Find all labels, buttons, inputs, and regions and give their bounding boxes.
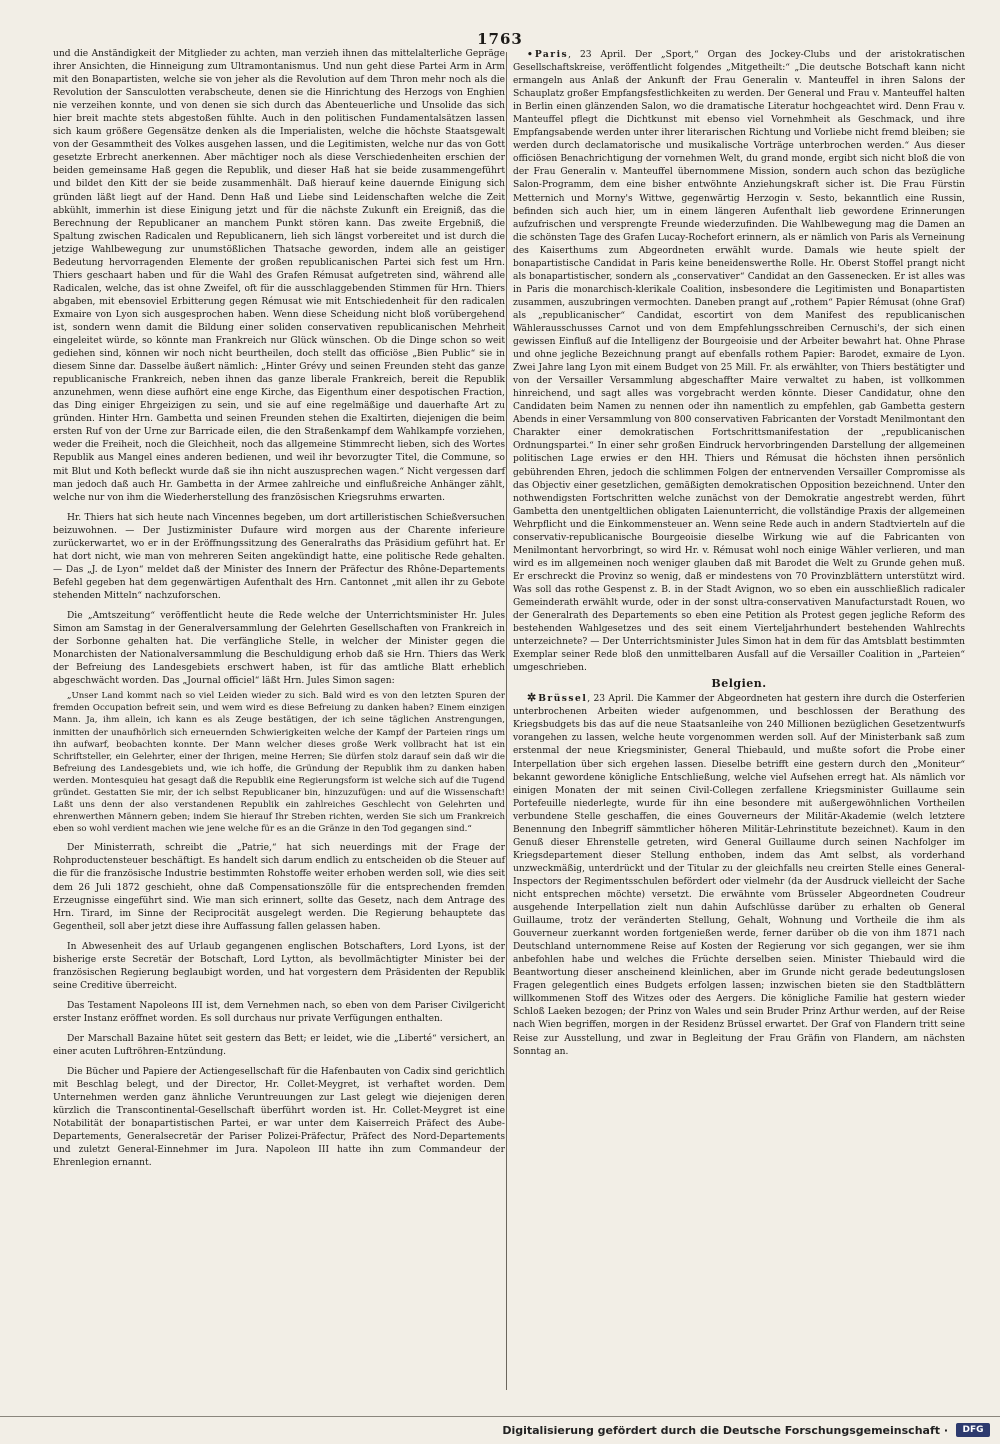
article-paragraph: und die Anständigkeit der Mitglieder zu achten, man verzieh ihnen das mittelalterliche Gepräge ihrer Ansichten, die Hinneigung zum Ultramontanismus. Und nun geht diese Partei Arm in Arm mit den Bonapartisten, welche sie von jeher als die Revolution auf dem Thron mehr noch als die Revolution der Sansculotten verabscheute, denen sie die Hinrichtung des Herzogs von Enghien nie verzeihen konnte, und von denen sie sich durch das Abenteuerliche und Unsolide das sich hier breit machte stets abgestoßen fühlte. Auch in den politischen Fundamentalsätzen lassen sich kaum größere Gegensätze denken als die Imperialisten, welche die höchste Staatsgewalt von der Gesammtheit des Volkes ausgehen lassen, und die Legitimisten, welche nur das von Gott gesetzte Erbrecht anerkennen. Aber mächtiger noch als diese Verschiedenheiten erschien der beiden gemeinsame Haß gegen die Republik, und dieser Haß hat sie beide zusammengeführt und bildet den Kitt der sie beide zusammenhält. Daß hierauf keine dauernde Einigung sich gründen läßt liegt auf der Hand. Denn Haß und Liebe sind Leidenschaften welche die Zeit abkühlt, immerhin ist diese Einigung jetzt und für die nächste Zukunft ein Ereigniß, das die Berechnung der Republicaner an manchem Punkt stören kann. Das zweite Ergebniß, die Spaltung zwischen Radicalen und Republicanern, lieh sich längst vorbereitet und ist durch die jetzige Wahlbewegung zur unumstößlichen Thatsache geworden, indem alle an geistiger Bedeutung hervorragenden Elemente der großen republicanischen Partei sich fest um Hrn. Thiers geschaart haben und für die Wahl des Grafen Rémusat aufgetreten sind, während alle Radicalen, welche, das ist ohne Zweifel, oft für die ausschlaggebenden Stimmen für Hrn. Thiers abgaben, mit ebensoviel Erbitterung gegen Rémusat wie mit Entschiedenheit für den radicalen Exmaire von Lyon sich ausgesprochen haben. Wenn diese Scheidung nicht bloß vorübergehend ist, sondern wenn damit die Bildung einer soliden conservativen republicanischen Mehrheit eingeleitet würde, so könnte man Frankreich nur Glück wünschen. Ob die Dinge schon so weit gediehen sind, können wir noch nicht beurtheilen, doch stellt das officiöse „Bien Public“ sie in diesem Sinne dar. Dasselbe äußert nämlich: „Hinter Grévy und seinen Freunden steht das ganze republicanische Frankreich, neben ihnen das ganze liberale Frankreich, bereit die Republik anzunehmen, wenn diese aufhört eine enge Kirche, das Eigenthum einer despotischen Fraction, das Ding einiger Ehrgeizigen zu sein, und sie auf eine regelmäßige und dauerhafte Art zu gründen. Hinter Hrn. Gambetta und seinen Freunden stehen die Exaltirten, diejenigen die beim ersten Ruf von der Urne zur Barricade eilen, die den Straßenkampf dem Wahlkampfe vorziehen, weder die Freiheit, noch die Gleichheit, noch das allgemeine Stimmrecht lieben, sich des Wortes Republik aus Mangel eines anderen bedienen, und weil ihr bevorzugter Titel, die Commune, so mit Blut und Koth befleckt wurde daß sie ihn nicht auszusprechen wagen.“ Nicht vergessen darf man jedoch daß auch Hr. Gambetta in der Armee zahlreiche und einflußreiche Anhänger zählt, welche nur von ihm die Wiederherstellung des französischen Kriegsruhms erwarten. [53, 49, 505, 503]
article-paragraph: Das Testament Napoleons III ist, dem Vernehmen nach, so eben von dem Pariser Civilgericht erster Instanz eröffnet worden. Es soll durchaus nur private Verfügungen enthalten. [53, 1000, 505, 1024]
footer-credit: Digitalisierung gefördert durch die Deutsche Forschungsgemeinschaft · [502, 1424, 948, 1437]
dispatch-text: , 23 April. Die Kammer der Abgeordneten hat gestern ihre durch die Osterferien unterbrochenen Arbeiten wieder aufgenommen, und beschlossen der Berathung des Kriegsbudgets bis das auf die neue Staatsanleihe von 240 Millionen bezüglichen Gesetzentwurfs vorangehen zu lassen, welche heute vorgenommen werden soll. Auf der Ministerbank saß zum erstenmal der neue Kriegsminister, General Thiebauld, und mußte sofort die Probe einer Interpellation über sich ergehen lassen. Dieselbe betrifft eine gestern durch den „Moniteur“ bekannt gewordene königliche Entschließung, welche viel Aufsehen erregt hat. Als nämlich vor einigen Monaten der mit seinen Civil-Collegen zerfallene Kriegsminister Guillaume sein Portefeuille niederlegte, wurde für ihn eine besondere mit außergewöhnlichen Vortheilen verbundene Stelle geschaffen, die eines Gouverneurs der Militär-Akademie (welch letztere Benennung den Inbegriff sämmtlicher höheren Militär-Lehrinstitute bezeichnet). Kaum in den Genuß dieser Ehrenstelle getreten, wird General Guillaume durch seinen Nachfolger im Kriegsdepartement dieser Stellung enthoben, indem das Amt selbst, als vorderhand unzweckmäßig, unterdrückt und der Titular zu der gleichfalls neu creirten Stelle eines General-Inspectors der Regimentsschulen befördert oder vielmehr (da der Ausdruck vielleicht der Sache nicht entsprechen möchte) versetzt. Die erwähnte vom Brüsseler Abgeordneten Coudreur ausgehende Interpellation zielt nun dahin Aufschlüsse darüber zu erhalten ob General Guillaume, trotz der veränderten Stellung, Gehalt, Wohnung und Vortheile die ihm als Gouverneur zuerkannt worden fortgenießen werde, ferner darüber ob die von ihm 1871 nach Deutschland unternommene Reise auf Kosten der Regierung vor sich gegangen, wer sie ihm anbefohlen habe und welches die Früchte derselben seien. Minister Thiebauld wird die Beantwortung dieser anscheinend kleinlichen, aber im Grunde nicht gerade bedeutungslosen Fragen gelegentlich eines Budgets erfolgen lassen; inzwischen bieten sie den Stadtblättern willkommenen Stoff des Witzes oder des Aergers. Die königliche Familie hat gestern wieder Schloß Laeken bezogen; der Prinz von Wales und sein Bruder Prinz Arthur werden, auf der Reise nach Wien begriffen, morgen in der Residenz Brüssel erwartet. Der Graf von Flandern tritt seine Reise zur Ausstellung, und zwar in Begleitung der Frau Gräfin von Flandern, am nächsten Sonntag an. [513, 694, 965, 1057]
article-paragraph: Die Bücher und Papiere der Actiengesellschaft für die Hafenbauten von Cadix sind gerichtlich mit Beschlag belegt, und der Director, Hr. Collet-Meygret, ist verhaftet worden. Dem Unternehmen werden ganz ähnliche Veruntreuungen zur Last gelegt wie diejenigen deren kürzlich die Transcontinental-Gesellschaft überführt worden ist. Hr. Collet-Meygret ist eine Notabilität der bonapartistischen Partei, er war unter dem Kaiserreich Präfect des Aube-Departements, Generalsecretär der Pariser Polizei-Präfectur, Präfect des Nord-Departements und zuletzt General-Einnehmer im Jura. Napoleon III hatte ihn zum Commandeur der Ehrenlegion ernannt. [53, 1067, 505, 1169]
right-column [513, 48, 965, 1061]
left-column [53, 48, 505, 1172]
bruessel-dispatch [513, 691, 965, 1058]
footer [0, 1416, 1000, 1444]
column-divider [506, 52, 507, 1390]
article-paragraph: In Abwesenheit des auf Urlaub gegangenen englischen Botschafters, Lord Lyons, ist der bisherige erste Secretär der Botschaft, Lord Lytton, als bevollmächtigter Minister bei der französischen Regierung beglaubigt worden, und hat vorgestern dem Präsidenten der Republik seine Creditive überreicht. [53, 941, 505, 991]
article-paragraph: Der Marschall Bazaine hütet seit gestern das Bett; er leidet, wie die „Liberté“ versichert, an einer acuten Luftröhren-Entzündung. [53, 1033, 505, 1058]
dateline-place: Paris [534, 49, 569, 60]
star-icon: ✲ [527, 691, 537, 705]
quoted-speech: „Unser Land kommt nach so viel Leiden wieder zu sich. Bald wird es von den letzten Spuren der fremden Occupation befreit sein, und wem wird es diese Befreiung zu danken haben? Einem einzigen Mann. Ja, ihm allein, ich kann es als Zeuge bestätigen, der ich seine täglichen Anstrengungen, inmitten der unaufhörlich sich erneuernden Schwierigkeiten welche der Kampf der Parteien rings um ihn aufwarf, beobachten konnte. Der Mann welcher dieses große Werk vollbracht hat ist ein Schriftsteller, ein Gelehrter, einer der Ihrigen, meine Herren; Sie dürfen stolz darauf sein daß wir die Befreiung des Landesgebiets und, wie ich hoffe, die Gründung der Republik ihm zu danken haben werden. Montesquieu hat gesagt daß die Republik eine Regierungsform ist welche sich auf die Tugend gründet. Gestatten Sie mir, der ich selbst Republicaner bin, hinzuzufügen: und auf die Wissenschaft! Laßt uns denn der also verstandenen Republik ein zahlreiches Geschlecht von Gelehrten und ehrenwerthen Männern geben; indem Sie hierauf Ihr Streben richten, werden Sie sich um Frankreich eben so wohl verdient machen wie jene welche für es an die Gränze in den Tod gegangen sind.“ [53, 691, 505, 835]
article-paragraph: Hr. Thiers hat sich heute nach Vincennes begeben, um dort artilleristischen Schießversuchen beizuwohnen. — Der Justizminister Dufaure wird morgen aus der Charente inferieure zurückerwartet, wo er in der Eröffnungssitzung des Generalraths das Präsidium geführt hat. Er hat dort nicht, wie man von mehreren Seiten angekündigt hatte, eine politische Rede gehalten. — Das „J. de Lyon“ meldet daß der Minister des Innern der Präfectur des Rhône-Departements Befehl gegeben hat dem gegenwärtigen Aufenthalt des Hrn. Cantonnet „mit allen ihr zu Gebote stehenden Mitteln“ nachzuforschen. [53, 512, 505, 601]
page-number: 1763 [477, 30, 523, 48]
article-paragraph: Die „Amtszeitung“ veröffentlicht heute die Rede welche der Unterrichtsminister Hr. Jules Simon am Samstag in der Generalversammlung der Gelehrten Gesellschaften von Frankreich in der Sorbonne gehalten hat. Die verfängliche Stelle, in welcher der Minister gegen die Monarchisten der Nationalversammlung die Beschuldigung erhob daß sie Hrn. Thiers das Werk der Befreiung des Landesgebiets erschwert haben, ist für das amtliche Blatt erheblich abgeschwächt worden. Das „Journal officiel“ läßt Hrn. Jules Simon sagen: [53, 610, 505, 687]
footer-rule [0, 1416, 1000, 1417]
dateline-place: Brüssel [538, 693, 588, 705]
dfg-logo-icon: DFG [956, 1423, 990, 1437]
bullet-icon: • [527, 49, 533, 60]
paris-dispatch [513, 48, 965, 675]
section-heading: Belgien. [711, 677, 767, 691]
dispatch-text: , 23 April. Der „Sport,“ Organ des Jockey-Clubs und der aristokratischen Gesellschaftskreise, veröffentlicht folgendes „Mitgetheilt:“ „Die deutsche Botschaft kann nicht ermangeln aus Anlaß der Ankunft der Frau Generalin v. Manteuffel in ihren Salons der Schauplatz großer Empfangsfestlichkeiten zu werden. Der General und Frau v. Manteuffel halten in Berlin einen glänzenden Salon, wo die dramatische Literatur hochgeachtet wird. Denn Frau v. Manteuffel pflegt die Dichtkunst mit ebenso viel Vornehmheit als Geschmack, und ihre Empfangsabende werden unter ihrer literarischen Richtung und Vorliebe nicht fremd bleiben; sie werden durch declamatorische und musikalische Vorträge unterbrochen werden.“ Aus dieser officiösen Benachrichtigung der vornehmen Welt, du grand monde, ergibt sich nicht bloß die von der Frau Generalin v. Manteuffel übernommene Mission, sondern auch schon das bezügliche Salon-Programm, dem eine bisher entwöhnte Anziehungskraft sicher ist. Die Frau Fürstin Metternich und Morny's Wittwe, gegenwärtig Herzogin v. Sesto, bekanntlich eine Russin, befinden sich auch hier, um in einem längeren Aufenthalt lieb gewordene Erinnerungen aufzufrischen und versprengte Freunde wiederzufinden. Die Wahlbewegung mag die Damen an die schönsten Tage des Grafen Lucay-Rochefort erinnern, als er nämlich von Paris als Verneinung des Kaiserthums zum Abgeordneten erwählt wurde. Damals wie heute spielt der bonapartistische Candidat in Paris keine beneidenswerthe Rolle. Hr. Oberst Stoffel prangt nicht als bonapartistischer, sondern als „conservativer“ Candidat an den Gassenecken. Er ist alles was in Paris die monarchisch-klerikale Coalition, insbesondere die Legitimisten und Bonapartisten zusammen, auszubringen vermochten. Daneben prangt auf „rothem“ Papier Rémusat (ohne Graf) als „republicanischer“ Candidat, escortirt von dem Manifest des republicanischen Wählerausschusses Carnot und von dem Empfehlungsschreiben Cernuschi's, der sich einen gewissen Einfluß auf die Intelligenz der Bourgeoisie und der Arbeiter bewahrt hat. Ohne Phrase und ohne jegliche Bezeichnung prangt auf ebenfalls rothem Papier: Barodet, exmaire de Lyon. Zwei Jahre lang Lyon mit einem Budget von 25 Mill. Fr. als erwählter, von Thiers bestätigter und von der Versailler Versammlung abgeschaffter Maire verwaltet zu haben, ist vollkommen hinreichend, und sagt alles was vorgebracht werden könnte. Dieser Candidatur, ohne den Candidaten beim Namen zu nennen oder ihn namentlich zu empfehlen, gab Gambetta gestern Abends in einer Versammlung von 800 conservativen Fabricanten der Vorstadt Menilmontant den Charakter einer demokratischen Fortschrittsmanifestation der „republicanischen Ordnungspartei.“ In einer sehr großen Eindruck hervorbringenden Darstellung der allgemeinen politischen Lage erwies er den HH. Thiers und Rémusat die höchsten ihnen persönlich gebührenden Ehren, jedoch die schlimmen Folgen der entnervenden Versailler Compromisse als das Objectiv einer gesetzlichen, gemäßigten demokratischen Opposition bezeichnend. Unter den nothwendigsten Fortschritten welche zunächst von der Demokratie angestrebt werden, führt Gambetta den unentgeltlichen obligaten Laienunterricht, die vollständige Praxis der allgemeinen Wehrpflicht und die Einkommensteuer an. Wenn seine Rede auch in andern Stadtvierteln auf die conservativ-republicanische Bourgeoisie dieselbe Wirkung wie auf die Fabricanten von Menilmontant hervorbringt, so wird Hr. v. Rémusat wohl noch einige Wähler verlieren, und man wird es im allgemeinen noch weniger glauben daß mit Barodet die Welt zu Grunde gehen muß. Er erschreckt die Provinz so wenig, daß er mindestens von 70 Provinzblättern unterstützt wird. Was soll das rothe Gespenst z. B. in der Stadt Avignon, wo so eben ein ausschließlich radicaler Gemeinderath erwählt wurde, oder in der sonst ultra-conservativen Manufacturstadt Rouen, wo der Generalrath des Departements so eben eine Petition als Protest gegen jegliche Reform des bestehenden Wahlgesetzes und des seit einem Vierteljahrhundert bestehenden Wahlrechts unterzeichnete? — Der Unterrichtsminister Jules Simon hat in dem für das Amtsblatt bestimmten Exemplar seiner Rede bloß den unmittelbaren Ausfall auf die Versailler Coalition in „Parteien“ umgeschrieben. [513, 50, 965, 674]
article-paragraph: Der Ministerrath, schreibt die „Patrie,“ hat sich neuerdings mit der Frage der Rohproductensteuer beschäftigt. Es handelt sich darum endlich zu entscheiden ob die Steuer auf die für die französische Industrie bestimmten Rohstoffe weiter erhoben werden soll, wie dies seit dem 26 Juli 1872 geschieht, ohne daß Compensationszölle für die entsprechenden fremden Erzeugnisse eingeführt sind. Wie man sich erinnert, sollte das Gesetz, nach dem Antrage des Hrn. Tirard, im Sinne der Reciprocität ausgelegt werden. Die Regierung behauptete das Gegentheil, soll aber jetzt diese ihre Auffassung fallen gelassen haben. [53, 843, 505, 932]
